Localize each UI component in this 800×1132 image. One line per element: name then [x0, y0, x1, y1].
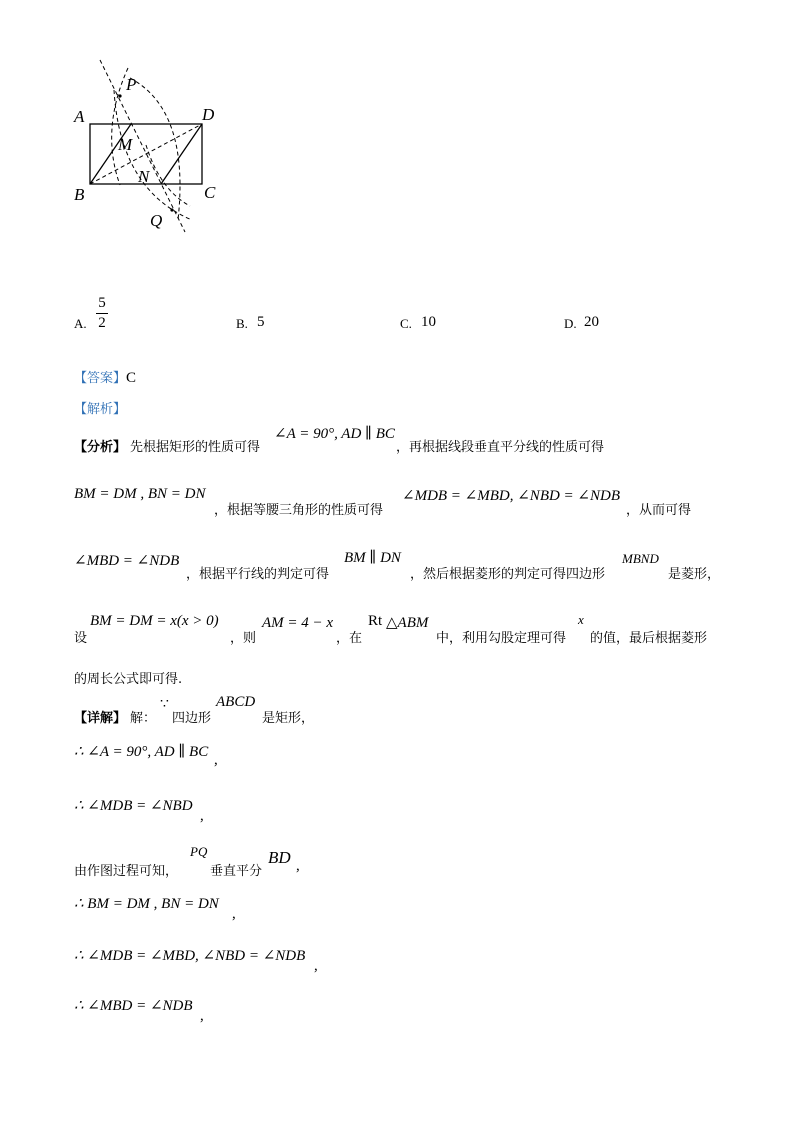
label-a: A: [74, 107, 85, 126]
segment-nd: [161, 124, 202, 184]
point-q: [170, 208, 173, 211]
detail-quad: 四边形: [172, 711, 212, 726]
step-3-text2: 垂直平分: [210, 864, 263, 879]
step-1-comma: ,: [214, 752, 218, 768]
fenxi-l3-text3: 是菱形，: [668, 567, 721, 582]
step-5: ∴ ∠MDB = ∠MBD, ∠NBD = ∠NDB: [74, 948, 306, 964]
detail-is-rect: 是矩形，: [262, 711, 315, 726]
fenxi-l4-math3: △ABM: [386, 615, 429, 631]
label-p: P: [126, 75, 137, 94]
label-q: Q: [150, 211, 163, 230]
detail-tag: 【详解】: [74, 711, 127, 726]
fenxi-l2-math2: ∠MDB = ∠MBD, ∠NBD = ∠NDB: [402, 488, 620, 504]
fraction-bar: [96, 313, 108, 314]
fenxi-l4-text1: 设: [74, 631, 88, 646]
step-5-comma: ,: [314, 958, 318, 974]
fenxi-l1-text1: 先根据矩形的性质可得: [130, 440, 261, 455]
option-d-letter: D.: [564, 316, 577, 331]
step-3-text1: 由作图过程可知，: [74, 864, 179, 879]
fenxi-l3-text2: ，然后根据菱形的判定可得四边形: [410, 567, 606, 582]
fenxi-l4-text4: 中，利用勾股定理可得: [436, 631, 567, 646]
step-2: ∴ ∠MDB = ∠NBD: [74, 798, 193, 814]
label-m: M: [118, 135, 133, 154]
step-3-comma: ,: [296, 858, 300, 874]
label-c: C: [204, 183, 216, 202]
fenxi-l3-text1: ，根据平行线的判定可得: [186, 567, 330, 582]
because-symbol: ∵: [160, 697, 169, 712]
fenxi-l3-math1: ∠MBD = ∠NDB: [74, 553, 180, 569]
option-c-letter: C.: [400, 316, 412, 331]
fenxi-l5-text1: 的周长公式即可得.: [74, 672, 183, 687]
fenxi-l1-math1: ∠A = 90°, AD ∥ BC: [274, 426, 395, 442]
fenxi-l4-text5: 的值，最后根据菱形: [590, 631, 708, 646]
detail-abcd: ABCD: [216, 694, 256, 710]
option-d-value: 20: [584, 314, 599, 330]
step-6: ∴ ∠MBD = ∠NDB: [74, 998, 193, 1014]
step-3-math1: PQ: [190, 844, 208, 859]
fenxi-l4-text3: ，在: [336, 631, 363, 646]
step-6-comma: ,: [200, 1008, 204, 1024]
fenxi-l2-text2: ，从而可得: [626, 503, 692, 518]
geometry-figure: [60, 50, 240, 250]
label-n: N: [138, 167, 150, 186]
fenxi-l3-math2: BM ∥ DN: [344, 550, 401, 566]
fenxi-l4-math1: BM = DM = x(x > 0): [90, 613, 219, 629]
fenxi-l4-text2: ，则: [230, 631, 257, 646]
point-p: [118, 94, 121, 97]
step-4-comma: ,: [232, 906, 236, 922]
fenxi-l2-math1: BM = DM , BN = DN: [74, 486, 206, 502]
fenxi-l1-text2: ，再根据线段垂直平分线的性质可得: [396, 440, 605, 455]
option-b-letter: B.: [236, 316, 248, 331]
option-a-letter: A.: [74, 316, 87, 331]
answer-line: [74, 367, 136, 387]
label-b: B: [74, 185, 85, 204]
detail-intro: 解：: [130, 711, 157, 726]
fenxi-l2-text1: ，根据等腰三角形的性质可得: [214, 503, 384, 518]
arc-from-d-lower: [146, 145, 190, 206]
step-3-math2: BD: [268, 848, 291, 867]
fenxi-l4-math2: AM = 4 − x: [262, 615, 334, 631]
option-a-fraction: [94, 295, 110, 332]
option-b-value: 5: [257, 314, 265, 330]
fenxi-l4-rt: Rt: [368, 613, 383, 629]
step-1: ∴ ∠A = 90°, AD ∥ BC: [74, 744, 209, 760]
answer-value: C: [126, 370, 137, 386]
option-c-value: 10: [421, 314, 436, 330]
step-2-comma: ,: [200, 808, 204, 824]
fenxi-l4-math4: x: [578, 612, 584, 627]
segment-bm: [90, 124, 131, 184]
analysis-tag: 【解析】: [74, 402, 127, 417]
fenxi-tag: 【分析】: [74, 440, 127, 455]
label-d: D: [202, 105, 215, 124]
option-a-denominator: 2: [98, 315, 106, 331]
option-a-numerator: 5: [98, 295, 106, 311]
fenxi-l3-math3: MBND: [622, 551, 659, 566]
step-4: ∴ BM = DM , BN = DN: [74, 896, 219, 912]
answer-tag: 【答案】: [74, 371, 127, 386]
